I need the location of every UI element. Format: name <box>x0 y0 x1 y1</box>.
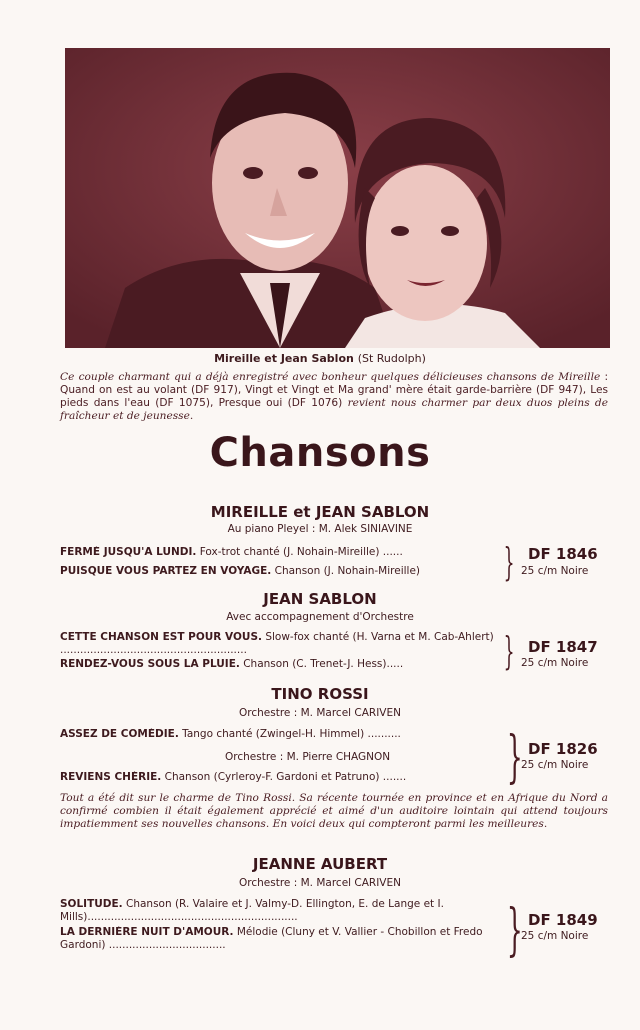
intro-colon: : <box>600 371 609 383</box>
artist-heading: JEANNE AUBERT <box>252 855 388 873</box>
artist-heading: MIREILLE et JEAN SABLON <box>210 503 430 521</box>
page-title: Chansons <box>209 430 431 476</box>
track-name: SOLITUDE. <box>60 898 123 910</box>
track-name: CETTE CHANSON EST POUR VOUS. <box>60 631 262 643</box>
accompaniment: Orchestre : M. Marcel CARIVEN <box>239 877 401 889</box>
track-desc: Tango chanté (Zwingel-H. Himmel) .......... <box>178 728 401 740</box>
track-desc: Chanson (Cyrleroy-F. Gardoni et Patruno) ....... <box>161 771 407 783</box>
caption-names: Mireille et Jean Sablon <box>214 352 354 365</box>
brace: } <box>506 898 523 963</box>
accompaniment: Au piano Pleyel : M. Alek SINIAVINE <box>227 523 413 535</box>
track-title <box>60 728 502 741</box>
tino-rossi-note: Tout a été dit sur le charme de Tino Rossi. Sa récente tournée en province et en Afrique du Nord a confirmé combien il était également apprécié et aimé d'un auditoire lointain qui attend toujours impatiemment ses nouvelles chansons. En voici deux qui compteront parmi les meilleures. <box>60 792 608 830</box>
track-name: LA DERNIÈRE NUIT D'AMOUR. <box>60 926 234 938</box>
accompaniment: Orchestre : M. Pierre CHAGNON <box>225 751 391 763</box>
disc-number: DF 1846 <box>528 545 598 563</box>
track-desc: Chanson (C. Trenet-J. Hess)..... <box>239 658 404 670</box>
track-title <box>60 926 502 952</box>
caption-credit: (St Rudolph) <box>357 352 426 365</box>
track-name: RENDEZ-VOUS SOUS LA PLUIE. <box>60 658 240 670</box>
disc-info: 25 c/m Noire <box>521 657 589 669</box>
artist-heading: TINO ROSSI <box>271 685 369 703</box>
photo-caption <box>0 352 640 365</box>
track-name: FERMÉ JUSQU'A LUNDI. <box>60 546 197 558</box>
track-title <box>60 631 502 657</box>
track-title <box>60 658 502 671</box>
brace: } <box>503 629 515 673</box>
track-desc: Mélodie (Cluny et V. Vallier - Chobillon et Fredo Gardoni) ................................... <box>60 926 483 951</box>
duo-photo <box>65 48 610 348</box>
disc-info: 25 c/m Noire <box>521 930 589 942</box>
disc-number: DF 1849 <box>528 911 598 929</box>
track-title <box>60 898 502 924</box>
disc-info: 25 c/m Noire <box>521 759 589 771</box>
artist-heading: JEAN SABLON <box>263 590 377 608</box>
intro-text-2: revient nous charmer par deux duos pleins de fraîcheur et de jeunesse. <box>60 397 608 422</box>
disc-info: 25 c/m Noire <box>521 565 589 577</box>
track-name: PUISQUE VOUS PARTEZ EN VOYAGE. <box>60 565 272 577</box>
intro-paragraph <box>60 371 608 423</box>
track-desc: Slow-fox chanté (H. Varna et M. Cab-Ahlert) ........................................................ <box>60 631 494 656</box>
track-title <box>60 546 502 559</box>
disc-number: DF 1826 <box>528 740 598 758</box>
track-desc: Chanson (J. Nohain-Mireille) <box>271 565 421 577</box>
brace: } <box>506 725 523 790</box>
track-name: REVIENS CHÉRIE. <box>60 771 162 783</box>
accompaniment: Orchestre : M. Marcel CARIVEN <box>239 707 401 719</box>
brace: } <box>503 540 515 584</box>
disc-number: DF 1847 <box>528 638 598 656</box>
track-desc: Fox-trot chanté (J. Nohain-Mireille) ...... <box>196 546 403 558</box>
track-title <box>60 565 502 578</box>
track-name: ASSEZ DE COMÉDIE. <box>60 728 179 740</box>
accompaniment: Avec accompagnement d'Orchestre <box>226 611 414 623</box>
intro-text-1: Ce couple charmant qui a déjà enregistré avec bonheur quelques délicieuses chansons de <box>60 371 559 383</box>
track-title <box>60 771 502 784</box>
intro-name: Mireille <box>558 371 601 383</box>
intro-titles: Quand on est au volant (DF 917), Vingt et Vingt et Ma grand' mère était garde-barrière (DF 947), Les pieds dans l'eau (DF 1075), Presque oui (DF 1076) <box>60 384 608 409</box>
track-desc: Chanson (R. Valaire et J. Valmy-D. Ellington, E. de Lange et I. Mills)............................................................... <box>60 898 444 923</box>
